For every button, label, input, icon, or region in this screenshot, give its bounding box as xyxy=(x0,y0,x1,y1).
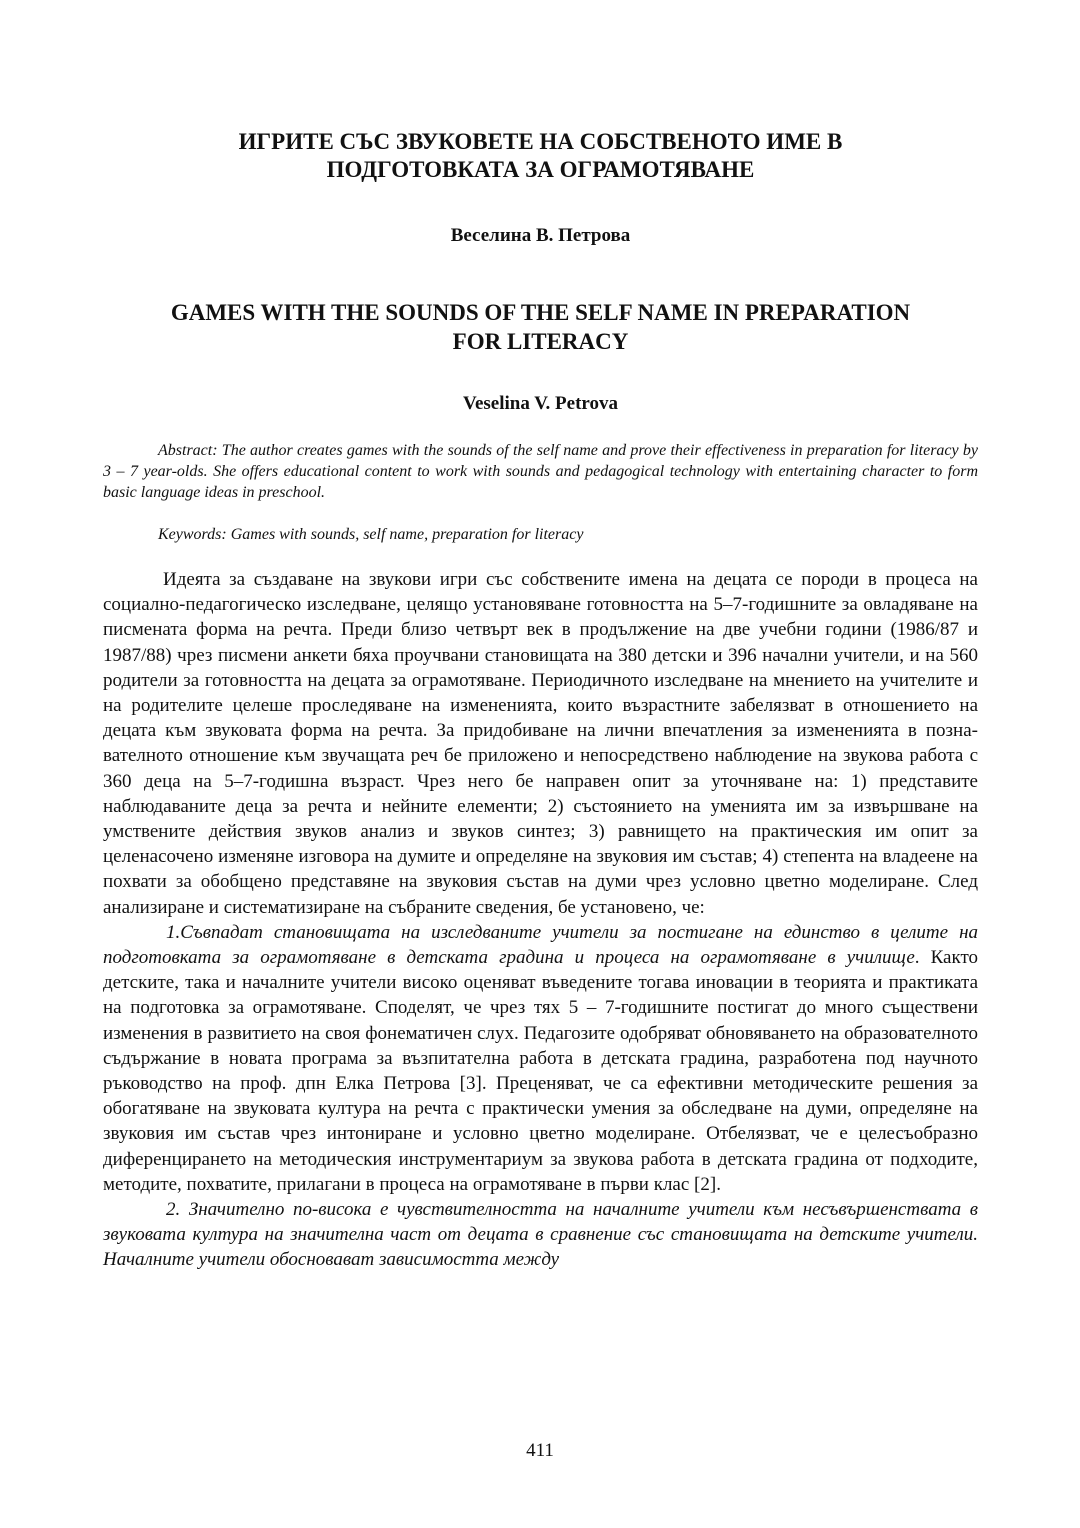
finding-1-statement: 1.Съвпадат становищата на изследваните учители за постигане на единство в целите на подготовката за ограмотяване в детската градина и процеса на ограмотяване в училище xyxy=(103,921,978,969)
body-text xyxy=(103,567,978,1273)
keywords: Keywords: Games with sounds, self name, preparation for literacy xyxy=(158,526,584,543)
body-paragraph-3 xyxy=(103,1197,978,1273)
page-content xyxy=(103,128,978,1273)
page-number: 411 xyxy=(526,1440,554,1461)
title-english xyxy=(103,298,978,356)
author-bulgarian: Веселина В. Петрова xyxy=(450,225,631,246)
title-bulgarian-line-1: ИГРИТЕ СЪС ЗВУКОВЕТЕ НА СОБСТВЕНОТО ИМЕ В xyxy=(238,129,843,154)
title-english-line-2: FOR LITERACY xyxy=(452,329,629,354)
title-english-line-1: GAMES WITH THE SOUNDS OF THE SELF NAME IN PREPARATION xyxy=(170,300,911,325)
abstract: Abstract: The author creates games with the sounds of the self name and prove their effectiveness in preparation for literacy by 3 – 7 year-olds. She offers educational content to work with sounds and pedagogical technology with entertaining character to form basic language ideas in preschool. xyxy=(103,442,978,501)
finding-1-explanation: . Както детските, така и началните учители високо оценяват въведените тогава иновации в теорията и практиката на подготовка за ограмотяване. Споделят, че чрез тях 5 – 7-годишните постигат до много съществени изменения в развитието на своя фонематичен слух. Педагозите одобряват обновяването на образователното съдържание в новата програма за възпитателна работа в детската градина, разработена под научното ръководство на проф. дпн Елка Петрова [3]. Преценяват, че са ефективни методическите решения за обогатяване на звуковата култура на речта с практически умения за обследване на думи, определяне на звуковия им състав чрез интониране и условно цветно моделиране. Отбелязват, че е целесъобразно диференцирането на методическия инструментариум за звукова работа в детската градина от подходите, методите, похватите, прилагани в процеса на ограмотяване в първи клас [2]. xyxy=(103,947,979,1195)
title-bulgarian xyxy=(103,128,978,184)
body-paragraph-1: Идеята за създаване на звукови игри със собствените имена на децата се породи в процеса на социално-педагогическо изследване, целящо установяване готовността на 5–7-годишните за овладяване на писмената форма на речта. Преди близо четвърт век в продължение на две учебни години (1986/87 и 1987/88) чрез писмени анкети бяха проучвани становищата на 380 детски и 396 начални учители, и на 560 родители за готовността на децата за ограмотяване. Периодичното изследване на мнението на учителите и на родителите целеше проследяване на измененията, които възрастните забелязват в отношението на децата към звуковата форма на речта. За придобиване на лични впечатления за измененията в познавателното отношение към звучащата реч бе приложено и непосредствено наблюдение на звукова работа с 360 деца на 5–7-годишна възраст. Чрез него бе направен опит за уточняване на: 1) представите наблюдаваните деца за речта и нейните елементи; 2) състоянието на уменията им за извършване на умствените действия звуков анализ и звуков синтез; 3) равнището на практическия им опит за целенасочено изменяне изговора на думите и определяне на звуковия им състав; 4) степента на владеене на похвати за обобщено представяне на звуковия състав на думи чрез условно цветно моделиране. След анализиране и систематизиране на събраните сведения, бе установено, че: xyxy=(103,569,978,918)
finding-2-continuation: Началните учители обосновават зависимостта между xyxy=(103,1249,560,1271)
body-paragraph-2 xyxy=(103,920,978,1197)
finding-2-statement: 2. Значително по-висока е чувствителността на началните учители към несъвършенствата в звуковата култура на значителна част от децата в сравнение със становищата на детските учители. xyxy=(103,1199,978,1246)
author-english: Veselina V. Petrova xyxy=(463,393,618,414)
title-bulgarian-line-2: ПОДГОТОВКАТА ЗА ОГРАМОТЯВАНЕ xyxy=(326,157,755,182)
